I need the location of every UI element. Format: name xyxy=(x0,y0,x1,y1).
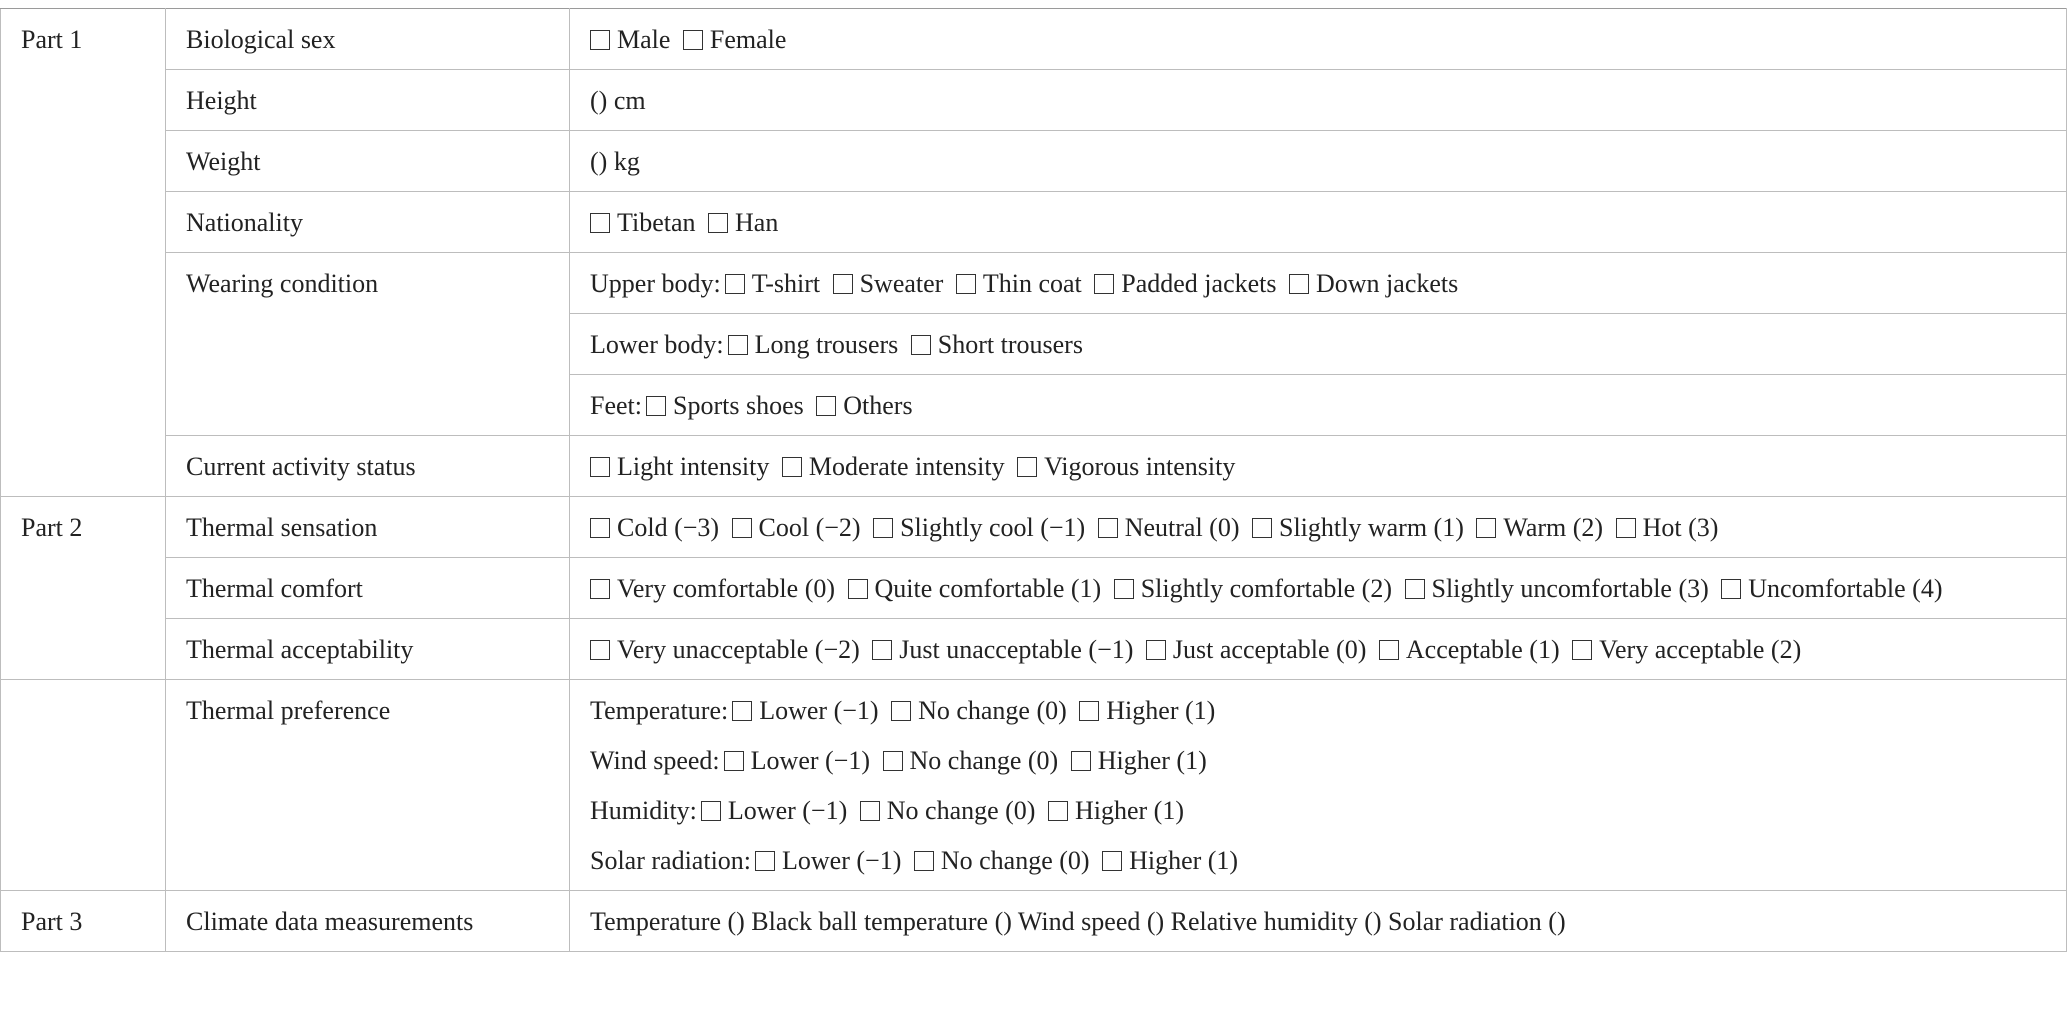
option-label: Light intensity xyxy=(617,452,770,481)
checkbox-icon[interactable] xyxy=(872,640,892,660)
question-label: Wearing condition xyxy=(166,253,570,436)
temperature-label: Temperature: xyxy=(590,696,729,725)
checkbox-icon[interactable] xyxy=(1405,579,1425,599)
checkbox-option[interactable] xyxy=(1252,513,1464,542)
checkbox-option[interactable] xyxy=(816,391,912,420)
option-label: Vigorous intensity xyxy=(1044,452,1236,481)
option-label: Just acceptable (0) xyxy=(1172,635,1367,664)
option-group xyxy=(732,696,1215,725)
checkbox-icon[interactable] xyxy=(1017,457,1037,477)
option-label: Han xyxy=(735,208,779,237)
option-label: Moderate intensity xyxy=(808,452,1005,481)
option-label: Warm (2) xyxy=(1503,513,1604,542)
option-label: Sports shoes xyxy=(673,391,804,420)
part-3-label: Part 3 xyxy=(21,907,83,936)
checkbox-option[interactable] xyxy=(1071,746,1207,775)
option-label: Very comfortable (0) xyxy=(617,574,836,603)
checkbox-icon[interactable] xyxy=(956,274,976,294)
option-label: Quite comfortable (1) xyxy=(874,574,1102,603)
question-label: Thermal preference xyxy=(166,680,570,891)
checkbox-option[interactable] xyxy=(1079,696,1215,725)
option-label: Slightly uncomfortable (3) xyxy=(1431,574,1709,603)
checkbox-option[interactable] xyxy=(1289,269,1458,298)
checkbox-option[interactable] xyxy=(1405,574,1709,603)
checkbox-option[interactable] xyxy=(1616,513,1719,542)
option-label: Female xyxy=(709,25,787,54)
answer-cell xyxy=(570,253,2067,314)
question-label: Climate data measurements xyxy=(166,891,570,952)
option-label: Higher (1) xyxy=(1097,746,1207,775)
option-label: Higher (1) xyxy=(1074,796,1184,825)
part-2-cell-continued xyxy=(1,619,166,680)
checkbox-icon[interactable] xyxy=(724,751,744,771)
preference-line xyxy=(590,794,2048,827)
row-weight xyxy=(1,131,2067,192)
checkbox-option[interactable] xyxy=(724,746,870,775)
option-group xyxy=(701,796,1184,825)
option-label: Hot (3) xyxy=(1642,513,1719,542)
checkbox-option[interactable] xyxy=(1146,635,1366,664)
answer-cell xyxy=(570,497,2067,558)
part-2-label: Part 2 xyxy=(21,513,83,542)
upper-body-label: Upper body: xyxy=(590,269,721,298)
option-label: No change (0) xyxy=(940,846,1090,875)
checkbox-option[interactable] xyxy=(646,391,804,420)
checkbox-icon[interactable] xyxy=(848,579,868,599)
part-1-cell xyxy=(1,9,166,497)
option-label: Cool (−2) xyxy=(758,513,861,542)
option-group xyxy=(755,846,1238,875)
checkbox-option[interactable] xyxy=(1017,452,1235,481)
option-label: Lower (−1) xyxy=(727,796,848,825)
question-label: Thermal comfort xyxy=(166,558,570,619)
checkbox-option[interactable] xyxy=(728,330,899,359)
checkbox-icon[interactable] xyxy=(683,30,703,50)
option-label: Lower (−1) xyxy=(782,846,902,875)
option-label: Acceptable (1) xyxy=(1405,635,1560,664)
option-label: Slightly cool (−1) xyxy=(900,513,1086,542)
question-label: Biological sex xyxy=(166,9,570,70)
checkbox-option[interactable] xyxy=(725,269,820,298)
part-3-cell xyxy=(1,891,166,952)
preference-line xyxy=(590,744,2048,777)
empty-part-cell xyxy=(1,680,166,891)
checkbox-option[interactable] xyxy=(1476,513,1603,542)
checkbox-icon[interactable] xyxy=(590,457,610,477)
option-label: Lower (−1) xyxy=(759,696,879,725)
option-label: Lower (−1) xyxy=(750,746,870,775)
checkbox-option[interactable] xyxy=(782,452,1005,481)
checkbox-option[interactable] xyxy=(873,513,1085,542)
checkbox-option[interactable] xyxy=(590,574,835,603)
checkbox-icon[interactable] xyxy=(914,851,934,871)
row-climate-data xyxy=(1,891,2067,952)
option-label: Short trousers xyxy=(937,330,1083,359)
checkbox-icon[interactable] xyxy=(1114,579,1134,599)
part-1-label: Part 1 xyxy=(21,25,83,54)
checkbox-icon[interactable] xyxy=(732,518,752,538)
row-height xyxy=(1,70,2067,131)
option-label: Padded jackets xyxy=(1121,269,1277,298)
question-label: Thermal acceptability xyxy=(166,619,570,680)
checkbox-option[interactable] xyxy=(590,513,719,542)
option-label: Long trousers xyxy=(754,330,899,359)
row-thermal-comfort xyxy=(1,558,2067,619)
row-thermal-acceptability xyxy=(1,619,2067,680)
solar-radiation-label: Solar radiation: xyxy=(590,846,752,875)
checkbox-option[interactable] xyxy=(891,696,1067,725)
option-group xyxy=(725,269,1459,298)
answer-cell xyxy=(570,558,2067,619)
answer-cell: () cm xyxy=(570,70,2067,131)
checkbox-icon[interactable] xyxy=(590,30,610,50)
checkbox-icon[interactable] xyxy=(860,801,880,821)
question-label: Thermal sensation xyxy=(166,497,570,558)
checkbox-option[interactable] xyxy=(956,269,1082,298)
option-label: Very unacceptable (−2) xyxy=(617,635,860,664)
option-label: Down jackets xyxy=(1316,269,1459,298)
checkbox-icon[interactable] xyxy=(1476,518,1496,538)
checkbox-option[interactable] xyxy=(1048,796,1184,825)
checkbox-option[interactable] xyxy=(683,25,787,54)
row-wearing-upper xyxy=(1,253,2067,314)
checkbox-icon[interactable] xyxy=(1146,640,1166,660)
option-label: No change (0) xyxy=(886,796,1036,825)
option-group xyxy=(590,513,1718,542)
lower-body-label: Lower body: xyxy=(590,330,724,359)
feet-label: Feet: xyxy=(590,391,642,420)
preference-line xyxy=(590,694,2048,727)
option-label: Sweater xyxy=(859,269,944,298)
checkbox-option[interactable] xyxy=(1098,513,1240,542)
checkbox-option[interactable] xyxy=(590,25,670,54)
checkbox-icon[interactable] xyxy=(833,274,853,294)
checkbox-option[interactable] xyxy=(833,269,944,298)
answer-cell: () kg xyxy=(570,131,2067,192)
answer-cell: Temperature () Black ball temperature () Wind speed () Relative humidity () Solar radiation () xyxy=(570,891,2067,952)
option-label: Just unacceptable (−1) xyxy=(899,635,1134,664)
option-group xyxy=(728,330,1083,359)
row-nationality xyxy=(1,192,2067,253)
option-label: No change (0) xyxy=(918,696,1067,725)
option-label: Uncomfortable (4) xyxy=(1748,574,1943,603)
checkbox-icon[interactable] xyxy=(1048,801,1068,821)
checkbox-option[interactable] xyxy=(755,846,901,875)
checkbox-option[interactable] xyxy=(732,513,861,542)
option-label: Very acceptable (2) xyxy=(1599,635,1802,664)
checkbox-icon[interactable] xyxy=(728,335,748,355)
option-group xyxy=(590,452,1235,481)
checkbox-icon[interactable] xyxy=(1289,274,1309,294)
option-label: Slightly comfortable (2) xyxy=(1140,574,1392,603)
answer-cell xyxy=(570,436,2067,497)
question-label: Weight xyxy=(166,131,570,192)
checkbox-icon[interactable] xyxy=(1616,518,1636,538)
questionnaire-table xyxy=(0,8,2067,952)
checkbox-option[interactable] xyxy=(848,574,1102,603)
row-thermal-sensation xyxy=(1,497,2067,558)
checkbox-icon[interactable] xyxy=(1379,640,1399,660)
checkbox-icon[interactable] xyxy=(1721,579,1741,599)
checkbox-option[interactable] xyxy=(732,696,878,725)
part-2-cell-continued xyxy=(1,558,166,619)
option-group xyxy=(646,391,913,420)
checkbox-option[interactable] xyxy=(590,635,860,664)
checkbox-icon[interactable] xyxy=(911,335,931,355)
answer-cell xyxy=(570,9,2067,70)
row-activity xyxy=(1,436,2067,497)
checkbox-option[interactable] xyxy=(911,330,1083,359)
checkbox-option[interactable] xyxy=(860,796,1036,825)
answer-cell xyxy=(570,375,2067,436)
option-group xyxy=(590,574,1942,603)
checkbox-option[interactable] xyxy=(1102,846,1238,875)
option-label: Thin coat xyxy=(982,269,1082,298)
checkbox-icon[interactable] xyxy=(590,518,610,538)
checkbox-icon[interactable] xyxy=(1102,851,1122,871)
row-biological-sex xyxy=(1,9,2067,70)
preference-line xyxy=(590,844,2048,877)
checkbox-option[interactable] xyxy=(1572,635,1801,664)
option-label: Slightly warm (1) xyxy=(1278,513,1464,542)
checkbox-option[interactable] xyxy=(914,846,1090,875)
row-thermal-preference xyxy=(1,680,2067,891)
answer-cell xyxy=(570,680,2067,891)
checkbox-icon[interactable] xyxy=(883,751,903,771)
option-label: Neutral (0) xyxy=(1124,513,1240,542)
checkbox-option[interactable] xyxy=(708,208,778,237)
checkbox-option[interactable] xyxy=(1094,269,1276,298)
answer-cell xyxy=(570,619,2067,680)
checkbox-icon[interactable] xyxy=(725,274,745,294)
checkbox-icon[interactable] xyxy=(590,579,610,599)
checkbox-option[interactable] xyxy=(872,635,1133,664)
checkbox-icon[interactable] xyxy=(590,213,610,233)
question-label: Height xyxy=(166,70,570,131)
option-label: T-shirt xyxy=(751,269,821,298)
option-label: Cold (−3) xyxy=(617,513,720,542)
option-label: No change (0) xyxy=(909,746,1059,775)
option-group xyxy=(590,208,778,237)
checkbox-icon[interactable] xyxy=(708,213,728,233)
checkbox-icon[interactable] xyxy=(782,457,802,477)
checkbox-option[interactable] xyxy=(701,796,847,825)
option-group xyxy=(590,635,1801,664)
answer-cell xyxy=(570,192,2067,253)
checkbox-icon[interactable] xyxy=(1252,518,1272,538)
option-label: Tibetan xyxy=(617,208,696,237)
checkbox-option[interactable] xyxy=(1721,574,1942,603)
checkbox-option[interactable] xyxy=(1114,574,1392,603)
option-label: Male xyxy=(617,25,671,54)
checkbox-icon[interactable] xyxy=(701,801,721,821)
question-label: Current activity status xyxy=(166,436,570,497)
checkbox-icon[interactable] xyxy=(891,701,911,721)
answer-cell xyxy=(570,314,2067,375)
checkbox-icon[interactable] xyxy=(755,851,775,871)
checkbox-icon[interactable] xyxy=(873,518,893,538)
checkbox-icon[interactable] xyxy=(816,396,836,416)
option-group xyxy=(590,25,786,54)
option-label: Higher (1) xyxy=(1129,846,1239,875)
checkbox-icon[interactable] xyxy=(646,396,666,416)
checkbox-icon[interactable] xyxy=(1098,518,1118,538)
checkbox-option[interactable] xyxy=(1379,635,1560,664)
humidity-label: Humidity: xyxy=(590,796,697,825)
checkbox-icon[interactable] xyxy=(1572,640,1592,660)
checkbox-icon[interactable] xyxy=(1071,751,1091,771)
option-label: Higher (1) xyxy=(1106,696,1216,725)
checkbox-icon[interactable] xyxy=(590,640,610,660)
question-label: Nationality xyxy=(166,192,570,253)
checkbox-option[interactable] xyxy=(590,208,696,237)
option-group xyxy=(724,746,1207,775)
wind-speed-label: Wind speed: xyxy=(590,746,720,775)
option-label: Others xyxy=(843,391,913,420)
checkbox-icon[interactable] xyxy=(1079,701,1099,721)
checkbox-icon[interactable] xyxy=(1094,274,1114,294)
checkbox-icon[interactable] xyxy=(732,701,752,721)
checkbox-option[interactable] xyxy=(883,746,1059,775)
checkbox-option[interactable] xyxy=(590,452,769,481)
part-2-cell xyxy=(1,497,166,558)
